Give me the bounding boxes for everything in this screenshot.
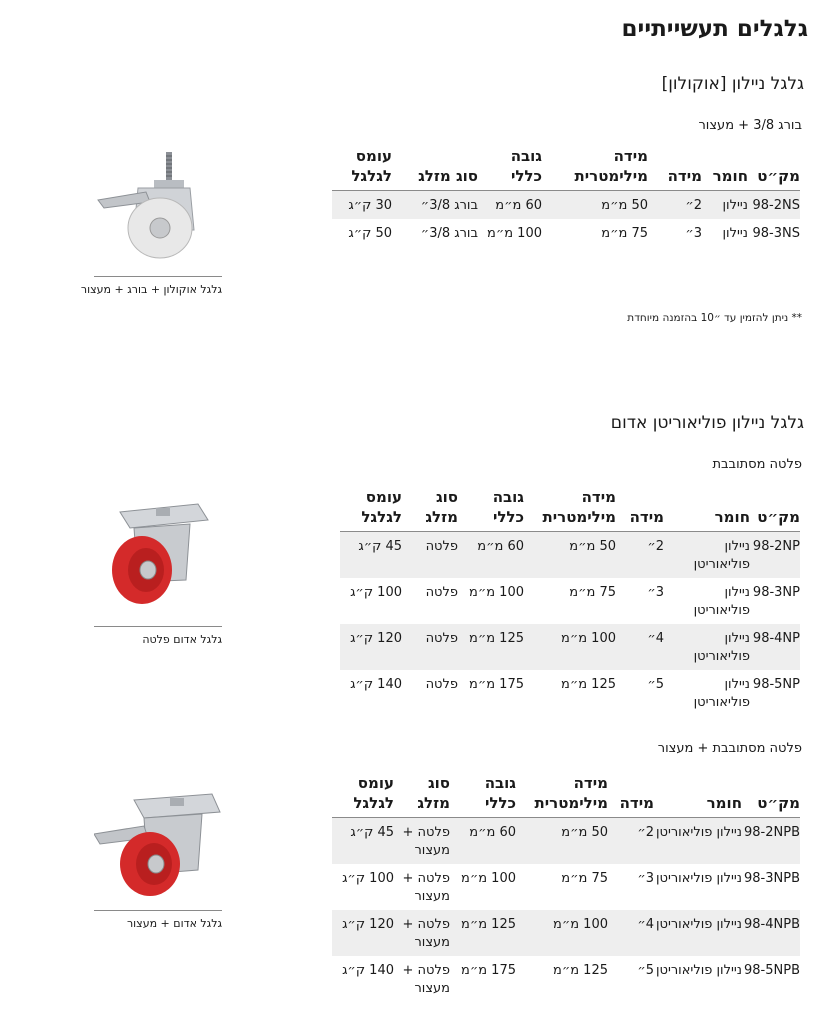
header-sku: מק״ט — [750, 487, 800, 532]
cell-fork-type: פלטה — [402, 532, 458, 579]
cell-load: 30 ק״ג — [332, 191, 392, 220]
table-row — [332, 191, 800, 220]
cell-fork-type: פלטה + מעצור — [402, 871, 450, 904]
product-image-red-plate — [94, 498, 222, 646]
caster-red-plate-brake-image — [94, 790, 222, 908]
cell-fork-type: פלטה — [425, 585, 458, 600]
table-row — [332, 910, 800, 956]
cell-metric-size: 50 מ״מ — [542, 191, 648, 220]
cell-total-height: 100 מ״מ — [461, 871, 516, 886]
cell-size: 3״ — [685, 226, 702, 241]
cell-fork-type: פלטה — [425, 677, 458, 692]
caption-rule — [94, 910, 222, 911]
section-title-red-polyurethane: גלגל ניילון פוליאוריטן אדום — [610, 413, 804, 433]
cell-total-height: 125 מ״מ — [450, 910, 516, 956]
header-material: חומר — [664, 487, 750, 532]
cell-size: 4״ — [616, 624, 664, 670]
caster-red-plate-image — [94, 498, 222, 618]
cell-total-height: 60 מ״מ — [450, 818, 516, 865]
cell-size: 4״ — [608, 910, 654, 956]
cell-metric-size: 100 מ״מ — [524, 624, 616, 670]
table-row — [332, 956, 800, 1002]
cell-material: ניילון — [702, 191, 748, 220]
special-order-note: ** ניתן להזמין עד ״10 בהזמנה מיוחדת — [627, 312, 802, 324]
cell-material: ניילון פוליאוריטן — [654, 818, 742, 865]
table-row — [340, 532, 800, 579]
cell-load: 50 ק״ג — [348, 226, 392, 241]
header-material: חומר — [654, 773, 742, 818]
header-size: מידה — [608, 773, 654, 818]
cell-total-height: 100 מ״מ — [469, 585, 524, 600]
cell-metric-size: 125 מ״מ — [553, 963, 608, 978]
header-total-height: גובה כללי — [478, 146, 542, 191]
spec-table-red-plate — [340, 487, 800, 716]
cell-fork-type: פלטה + מעצור — [394, 910, 450, 956]
cell-material: ניילון פוליאוריטן — [664, 532, 750, 579]
spec-table-red-plate-brake — [332, 773, 800, 1002]
cell-size: 3״ — [637, 871, 654, 886]
image-caption: גלגל אדום פלטה — [142, 633, 222, 646]
cell-load: 140 ק״ג — [342, 963, 394, 978]
cell-total-height: 175 מ״מ — [461, 963, 516, 978]
caster-bolt-brake-image — [94, 150, 222, 270]
header-load: עומס לגלגל — [332, 773, 394, 818]
cell-size: 5״ — [637, 963, 654, 978]
cell-material: ניילון פוליאוריטן — [654, 910, 742, 956]
image-caption: גלגל אוקולון + בורג + מעצור — [80, 283, 222, 296]
header-material: חומר — [702, 146, 748, 191]
header-total-height: גובה כללי — [450, 773, 516, 818]
cell-fork-type: פלטה — [402, 624, 458, 670]
section-title-nylon-okulon: גלגל ניילון [אוקולון] — [661, 74, 804, 94]
caption-rule — [94, 276, 222, 277]
cell-load: 100 ק״ג — [350, 585, 402, 600]
cell-size: 5״ — [647, 677, 664, 692]
spec-table-nylon-bolt — [332, 146, 800, 247]
cell-load: 45 ק״ג — [340, 532, 402, 579]
cell-load: 100 ק״ג — [342, 871, 394, 886]
cell-load: 120 ק״ג — [332, 910, 394, 956]
table-row — [332, 864, 800, 910]
cell-material: ניילון פוליאוריטן — [693, 677, 750, 710]
table-row — [340, 578, 800, 624]
cell-total-height: 175 מ״מ — [469, 677, 524, 692]
product-image-okulon-bolt — [80, 150, 222, 296]
cell-metric-size: 75 מ״מ — [569, 585, 616, 600]
header-metric-size: מידה מילימטרית — [516, 773, 608, 818]
cell-fork-type: בורג 3/8״ — [420, 226, 478, 241]
cell-sku: 98-4NP — [750, 624, 800, 670]
header-fork-type: סוג מזלג — [394, 773, 450, 818]
header-size: מידה — [616, 487, 664, 532]
cell-metric-size: 75 מ״מ — [601, 226, 648, 241]
cell-fork-type: פלטה + מעצור — [394, 818, 450, 865]
cell-total-height: 60 מ״מ — [458, 532, 524, 579]
cell-sku: 98-4NPB — [742, 910, 800, 956]
cell-metric-size: 100 מ״מ — [516, 910, 608, 956]
table-row — [340, 624, 800, 670]
cell-metric-size: 75 מ״מ — [561, 871, 608, 886]
header-load: עומס לגלגל — [332, 146, 392, 191]
cell-material: ניילון פוליאוריטן — [693, 585, 750, 618]
cell-sku: 98-2NP — [750, 532, 800, 579]
header-load: עומס לגלגל — [340, 487, 402, 532]
page-title: גלגלים תעשייתיים — [621, 16, 808, 42]
cell-fork-type: פלטה + מעצור — [402, 963, 450, 996]
header-fork-type: סוג מזלג — [392, 146, 478, 191]
cell-size: 2״ — [616, 532, 664, 579]
table-row — [332, 219, 800, 247]
product-image-red-plate-brake — [94, 790, 222, 930]
cell-sku: 98-3NP — [752, 585, 800, 600]
cell-load: 120 ק״ג — [340, 624, 402, 670]
cell-fork-type: בורג 3/8״ — [392, 191, 478, 220]
header-metric-size: מידה מילימטרית — [542, 146, 648, 191]
header-size: מידה — [648, 146, 702, 191]
header-sku: מק״ט — [742, 773, 800, 818]
header-total-height: גובה כללי — [458, 487, 524, 532]
header-fork-type: סוג מזלג — [402, 487, 458, 532]
cell-metric-size: 125 מ״מ — [561, 677, 616, 692]
cell-total-height: 125 מ״מ — [458, 624, 524, 670]
cell-load: 140 ק״ג — [350, 677, 402, 692]
cell-sku: 98-2NS — [748, 191, 800, 220]
cell-sku: 98-5NPB — [744, 963, 800, 978]
cell-size: 2״ — [648, 191, 702, 220]
cell-material: ניילון פוליאוריטן — [655, 963, 742, 978]
image-caption: גלגל אדום + מעצור — [126, 917, 222, 930]
cell-material: ניילון פוליאוריטן — [655, 871, 742, 886]
cell-total-height: 100 מ״מ — [487, 226, 542, 241]
cell-total-height: 60 מ״מ — [478, 191, 542, 220]
caption-rule — [94, 626, 222, 627]
cell-material: ניילון פוליאוריטן — [664, 624, 750, 670]
cell-load: 45 ק״ג — [332, 818, 394, 865]
subsection-title-swivel-plate: פלטה מסתובבת — [712, 457, 802, 472]
subsection-title-bolt-brake: בורג 3/8 + מעצור — [698, 118, 802, 133]
cell-metric-size: 50 מ״מ — [516, 818, 608, 865]
cell-sku: 98-5NP — [752, 677, 800, 692]
table-row — [340, 670, 800, 716]
cell-size: 3״ — [647, 585, 664, 600]
cell-metric-size: 50 מ״מ — [524, 532, 616, 579]
header-sku: מק״ט — [748, 146, 800, 191]
header-metric-size: מידה מילימטרית — [524, 487, 616, 532]
cell-sku: 98-2NPB — [742, 818, 800, 865]
cell-sku: 98-3NS — [752, 226, 800, 241]
cell-material: ניילון — [722, 226, 748, 241]
cell-sku: 98-3NPB — [744, 871, 800, 886]
table-row — [332, 818, 800, 865]
cell-size: 2״ — [608, 818, 654, 865]
subsection-title-swivel-plate-brake: פלטה מסתובבת + מעצור — [657, 741, 802, 756]
